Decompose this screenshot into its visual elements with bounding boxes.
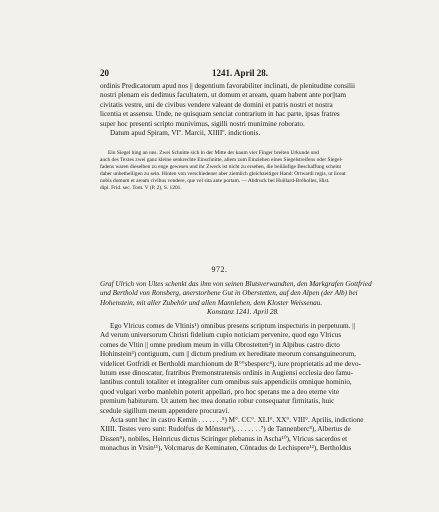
footnote-line: fadens waren dieselben zu enge gewesen und ihr Zweck ist nicht zu ersehen, die beiläufige Beschaffung scheint <box>100 164 342 170</box>
text-line: scedule sigillum meum appendere procuravi. <box>100 406 230 415</box>
text-line: lantibus contuli totaliter et integraliter cum omnibus suis appendiciis omnique hominio, <box>100 378 352 387</box>
document-number: 972. <box>211 265 228 274</box>
text-line: super hoc presenti scripto munivimus, sigilli nostri munimine roborato. <box>100 119 305 128</box>
charter-text <box>100 322 386 454</box>
page-number: 20 <box>100 68 109 78</box>
footnote-block <box>100 150 386 192</box>
regest-line: Graf Ulrich von Ultes schenkt das ihm von seinen Blutsverwandten, den Markgrafen Gottfried <box>100 280 372 288</box>
document-date: Konstanz 1241. April 28. <box>207 308 279 317</box>
text-line: monachus in Vrsin¹¹), Volcmarus de Keminaten, Cônradus de Lechispere¹²), Bertholdus <box>100 444 352 453</box>
running-head: 1241. April 28. <box>212 68 269 78</box>
footnote-line: dipl. Frid. sec. Tom. V (P. 2), S. 1201. <box>100 185 182 191</box>
text-line: Ego Vlricus comes de Vltinis¹) omnibus presens scriptum inspecturis in perpetuum. || <box>110 322 356 330</box>
text-line: comes de Vltin || omne predium meum in villa Obrostetten²) in Alpibus castro dicto <box>100 340 340 349</box>
text-line: Hohinstein³) contiguum, cum || dictum predium ex hereditate meorum consanguineorum, <box>100 350 356 359</box>
text-line: Dissen⁹), nobiles, Heinricus dictus Sciringer plebanus in Ascha¹⁰), Vlricus sacerdos et <box>100 434 348 443</box>
datum-line: Datum apud Spiram, VIº. Marcii, XIIIIº. indictionis. <box>110 129 261 138</box>
text-line: lutum esse dinoscatur, fratribus Premonstratensis ordinis in Augiensi ecclesia deo famu- <box>100 369 354 378</box>
footnote-line: daher unbetheiligen zu sein. Hinten von verschiedener aber ziemlich gleichzeitiger Hand: Ortwardi regis, ut liceat <box>100 171 346 177</box>
text-line: ordinis Predicatorum apud nos || degentium favorabiliter inclinati, de plenitudine consilii <box>100 82 355 90</box>
text-line: XIIII. Testes vero sunt: Rudolfus de Mônster⁶), . . . . . . .⁷) de Tannenberc⁸), Albertus de <box>100 425 351 434</box>
text-line: civitatis vestre, uni de civibus vendere valeant de domini et patris nostri et nostra <box>100 100 333 109</box>
footnote-line: auch des Textes zwei ganz kleine senkrechte Einschnitte, allem zum Einziehen eines Siegelstreifens oder Siegel- <box>100 157 343 163</box>
text-line: premium habiturum. Ut autem hec mea donatio robur consequatur firmitatis, huic <box>100 397 335 406</box>
footnote-line: Ein Siegel hing an uns. Zwei Schnitte sich in der Mitte der kaum vier Finger breiten Urkunde und <box>108 150 319 156</box>
regest-line: und Berthold von Ronsberg, anerstorbene Gut in Oberstetten, auf den Alpen (der Alb) bei <box>100 289 358 298</box>
text-line: videlicet Gotfridi et Bertholdi marchionum de R°°sbesperc⁴), iure proprietatis ad me devo- <box>100 359 361 368</box>
text-line: quod vulgari verbo manlehin poterit appellari, pro hoc sperans me a deo eterne vite <box>100 387 340 396</box>
text-line: Acta sunt hec in castro Kemin . . . . . . .⁵) M°. CC°. XLI°. XX°. VIII°. Aprilis, indictione <box>110 416 364 425</box>
top-text-block <box>100 82 386 138</box>
text-line: Ad verum universorum Christi fidelium cupio noticiam pervenire, quod ego Vlricus <box>100 331 342 340</box>
regest-line: Hohenstein, mit aller Zubehör und allen Mannlehen, dem Kloster Weissenau. <box>100 298 323 307</box>
text-line: licentia et assensu. Unde, ne quisquam senciat contrarium in hac parte, ipsas fratres <box>100 110 340 119</box>
regest-block <box>100 280 386 318</box>
footnote-line: nobis domum et aream civibus vendere, que vel sita ante portam. — Abdruck bei Huillard-Bréholles, Hist. <box>100 178 330 184</box>
text-line: nostri plenam eis dedimus facultatem, ut domum et aream, quam habent ante por||tam <box>100 91 346 100</box>
